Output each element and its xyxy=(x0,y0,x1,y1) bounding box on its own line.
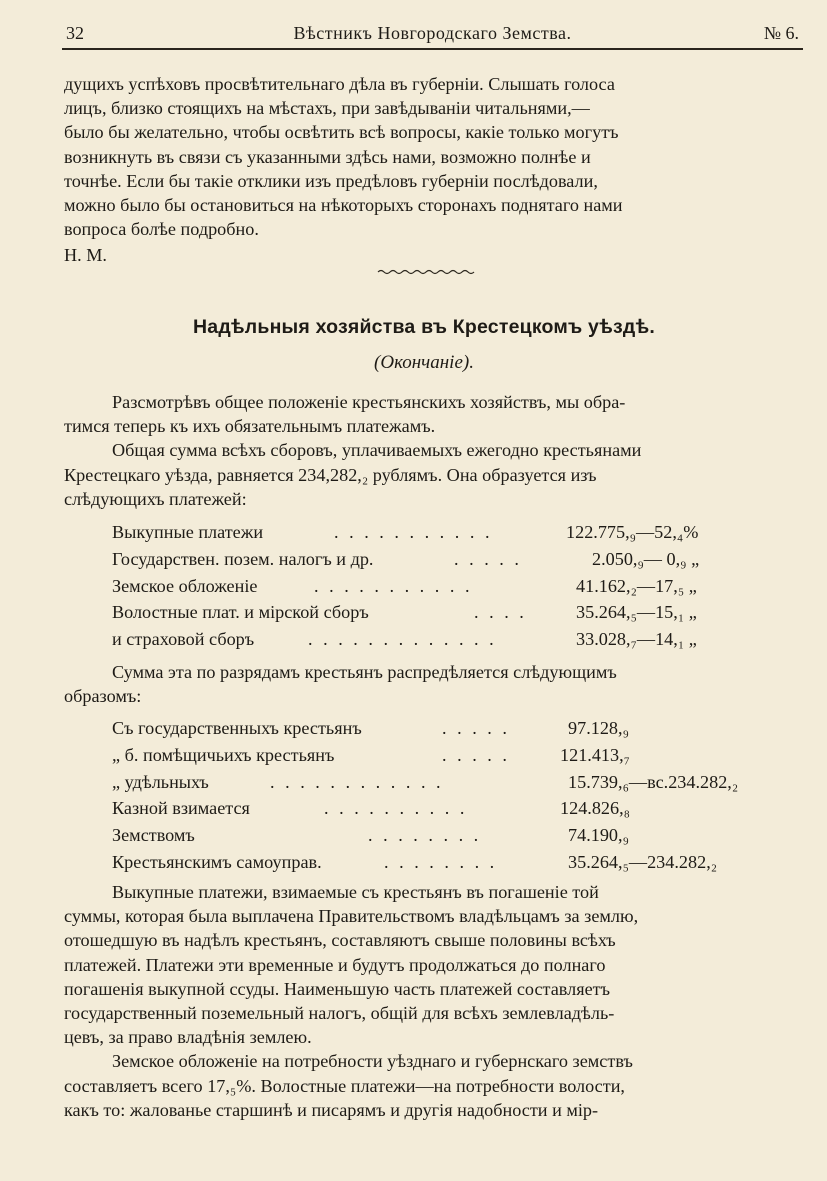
leader-dots: . . . . . . . . . . . . . xyxy=(308,629,497,650)
row-label: Земствомъ xyxy=(112,825,195,846)
row-value: 122.775,₉—52,₄% xyxy=(566,522,699,542)
text-line: цевъ, за право владѣнія землею. xyxy=(64,1027,312,1048)
leader-dots: . . . . . xyxy=(442,744,510,765)
row-label: „ б. помѣщичьихъ крестьянъ xyxy=(112,744,335,765)
text-line: Земское обложеніе на потребности уѣзднаго и губернскаго земствъ xyxy=(112,1051,633,1072)
text-line: составляетъ всего 17,₅%. Волостные платежи—на потребности волости, xyxy=(64,1075,625,1096)
text-line: было бы желательно, чтобы освѣтить всѣ вопросы, какіе только могутъ xyxy=(64,122,619,143)
table-row xyxy=(112,825,812,852)
text-line: лицъ, близко стоящихъ на мѣстахъ, при завѣдываніи читальнями,— xyxy=(64,98,590,119)
author-signature: Н. М. xyxy=(64,245,107,266)
article-subtitle: (Окончаніе). xyxy=(374,352,474,373)
text-line: государственный поземельный налогъ, общій для всѣхъ землевладѣль- xyxy=(64,1003,615,1024)
payments-table xyxy=(112,522,812,656)
text-line: вопроса болѣе подробно. xyxy=(64,219,259,240)
text-line: слѣдующихъ платежей: xyxy=(64,488,247,509)
row-value: 74.190,₉ xyxy=(568,825,629,846)
paragraph-1 xyxy=(64,390,784,511)
text-line: образомъ: xyxy=(64,686,142,707)
text-line: Разсмотрѣвъ общее положеніе крестьянскихъ хозяйствъ, мы обра- xyxy=(112,392,626,412)
table-row xyxy=(112,549,812,576)
leader-dots: . . . . . . . . xyxy=(368,825,482,846)
row-value: 2.050,₉— 0,₉ „ xyxy=(592,548,700,569)
leader-dots: . . . . . xyxy=(454,548,522,569)
row-label: Волостные плат. и мірской сборъ xyxy=(112,602,369,623)
text-line: Выкупные платежи, взимаемые съ крестьянъ въ погашеніе той xyxy=(112,882,599,902)
row-label: Выкупные платежи xyxy=(112,522,264,542)
row-value: 97.128,₉ xyxy=(568,718,629,738)
text-line: суммы, которая была выплачена Правительствомъ владѣльцамъ за землю, xyxy=(64,906,639,927)
text-line: Крестецкаго уѣзда, равняется 234,282,₂ рублямъ. Она образуется изъ xyxy=(64,464,597,485)
paragraph-3 xyxy=(64,660,784,708)
row-value: 33.028,₇—14,₁ „ xyxy=(576,629,697,650)
row-value: 124.826,₈ xyxy=(560,798,630,819)
text-line: отошедшую въ надѣлъ крестьянъ, составляютъ свыше половины всѣхъ xyxy=(64,930,616,951)
row-value: 41.162,₂—17,₅ „ xyxy=(576,575,697,596)
leader-dots: . . . . . . . . . . . . xyxy=(270,771,444,792)
issue-number: № 6. xyxy=(763,23,799,43)
table-row xyxy=(112,602,812,629)
row-value: 121.413,₇ xyxy=(560,744,630,765)
table-row xyxy=(112,718,812,745)
table-row xyxy=(112,522,812,549)
row-label: Государствен. позем. налогъ и др. xyxy=(112,548,374,569)
text-line: дущихъ успѣховъ просвѣтительнаго дѣла въ губерніи. Слышать голоса xyxy=(64,74,615,94)
table-row xyxy=(112,798,812,825)
text-line: платежей. Платежи эти временные и будутъ продолжаться до полнаго xyxy=(64,954,606,975)
leader-dots: . . . . xyxy=(474,602,527,623)
text-line: возникнуть въ связи съ указанными здѣсь нами, возможно полнѣе и xyxy=(64,146,591,167)
text-line: погашенія выкупной ссуды. Наименьшую часть платежей составляетъ xyxy=(64,978,610,999)
row-label: Казной взимается xyxy=(112,798,250,819)
row-label: Земское обложеніе xyxy=(112,575,258,596)
text-line: тимся теперь къ ихъ обязательнымъ платежамъ. xyxy=(64,416,436,437)
section-divider-ornament xyxy=(376,268,476,276)
text-line: можно было бы остановиться на нѣкоторыхъ сторонахъ поднятаго нами xyxy=(64,195,623,216)
row-label: „ удѣльныхъ xyxy=(112,771,209,792)
text-line: точнѣе. Если бы такіе отклики изъ предѣловъ губерніи послѣдовали, xyxy=(64,170,598,191)
table-row xyxy=(112,629,812,656)
article-title: Надѣльныя хозяйства въ Крестецкомъ уѣздѣ. xyxy=(193,316,655,338)
table-row xyxy=(112,772,812,799)
row-label: Крестьянскимъ самоуправ. xyxy=(112,851,322,872)
journal-title: Вѣстникъ Новгородскаго Земства. xyxy=(293,23,572,43)
row-value: 15.739,₆—вс.234.282,₂ xyxy=(568,771,739,792)
paragraph-4 xyxy=(64,880,784,1122)
page-number: 32 xyxy=(66,23,84,43)
leader-dots: . . . . . . . . . . . xyxy=(314,575,473,596)
categories-table xyxy=(112,718,812,879)
text-line: Сумма эта по разрядамъ крестьянъ распредѣляется слѣдующимъ xyxy=(112,662,617,682)
row-value: 35.264,₅—15,₁ „ xyxy=(576,602,697,623)
table-row xyxy=(112,852,812,879)
running-header xyxy=(62,18,803,50)
row-value: 35.264,₅—234.282,₂ xyxy=(568,851,718,872)
intro-paragraph xyxy=(64,72,784,268)
text-line: Общая сумма всѣхъ сборовъ, уплачиваемыхъ ежегодно крестьянами xyxy=(112,440,642,461)
leader-dots: . . . . . . . . xyxy=(384,851,498,872)
leader-dots: . . . . . . . . . . xyxy=(324,798,468,819)
row-label: Съ государственныхъ крестьянъ xyxy=(112,718,362,738)
table-row xyxy=(112,576,812,603)
text-line: какъ то: жалованье старшинѣ и писарямъ и другія надобности и мір- xyxy=(64,1099,599,1120)
leader-dots: . . . . . xyxy=(442,718,510,738)
table-row xyxy=(112,745,812,772)
leader-dots: . . . . . . . . . . . xyxy=(334,522,493,542)
row-label: и страховой сборъ xyxy=(112,629,255,650)
